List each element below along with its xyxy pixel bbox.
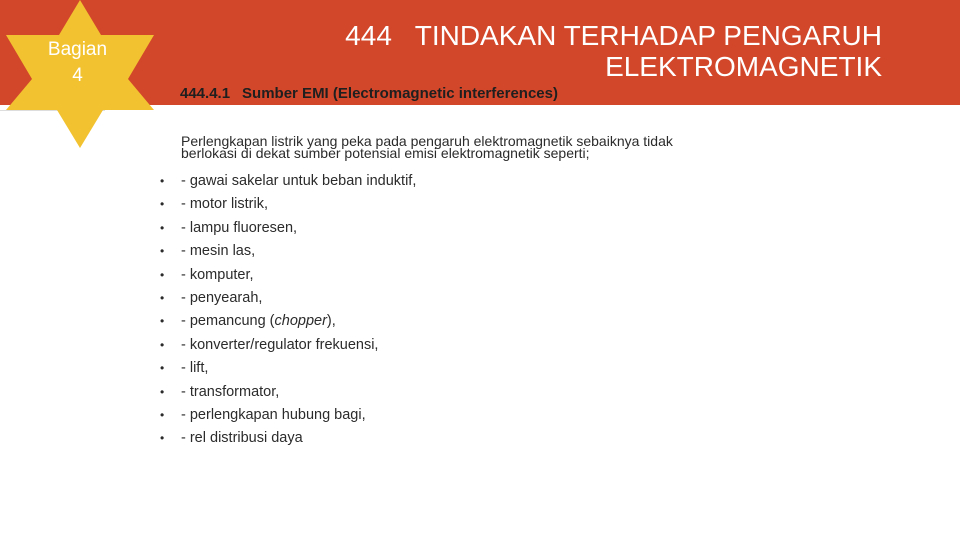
list-item: [160, 334, 416, 357]
list-item-text: - lift,: [181, 360, 209, 377]
title-line-2: ELEKTROMAGNETIK: [605, 51, 882, 82]
list-item: [160, 240, 416, 263]
list-item: [160, 264, 416, 287]
section-badge: [0, 0, 160, 150]
bullet-icon: •: [160, 244, 165, 259]
list-item-text: - komputer,: [181, 266, 254, 283]
intro-paragraph: [181, 135, 781, 159]
bullet-icon: •: [160, 197, 165, 212]
bullet-icon: •: [160, 220, 165, 235]
list-item-text: - rel distribusi daya: [181, 430, 303, 447]
list-item: [160, 287, 416, 310]
bullet-icon: •: [160, 290, 165, 305]
bullet-icon: •: [160, 431, 165, 446]
list-item-text: - lampu fluoresen,: [181, 219, 298, 236]
intro-line-1: Perlengkapan listrik yang peka pada pengaruh elektromagnetik sebaiknya tidak: [181, 133, 673, 149]
list-item-text: - konverter/regulator frekuensi,: [181, 336, 379, 353]
list-item: [160, 404, 416, 427]
bullet-icon: •: [160, 407, 165, 422]
bullet-icon: •: [160, 174, 165, 188]
list-item: [160, 310, 416, 333]
badge-number: 4: [72, 65, 83, 86]
bullet-icon: •: [160, 384, 165, 399]
list-item-text: - transformator,: [181, 383, 280, 400]
list-item-text: [181, 313, 336, 329]
list-item-text: - gawai sakelar untuk beban induktif,: [181, 173, 417, 189]
list-item: [160, 170, 416, 193]
list-item: [160, 357, 416, 380]
list-item-text-italic: chopper: [274, 313, 327, 330]
bullet-icon: •: [160, 361, 165, 376]
list-item-text: - motor listrik,: [181, 196, 268, 213]
badge-label: Bagian: [47, 39, 108, 60]
title-line-1: 444 TINDAKAN TERHADAP PENGARUH: [345, 20, 882, 51]
list-item: [160, 193, 416, 216]
list-item-text-start: - pemancung (: [181, 313, 275, 330]
section-subtitle: [180, 85, 558, 102]
page-title: [242, 20, 882, 82]
list-item: [160, 381, 416, 404]
list-item-text: - penyearah,: [181, 289, 263, 306]
bullet-icon: •: [160, 337, 165, 352]
subtitle-text: Sumber EMI (Electromagnetic interferences): [242, 85, 558, 102]
list-item: [160, 217, 416, 240]
emission-source-list: [160, 170, 416, 451]
intro-line-2: berlokasi di dekat sumber potensial emisi elektromagnetik seperti;: [181, 145, 590, 161]
bullet-icon: •: [160, 267, 165, 282]
subtitle-number: 444.4.1: [180, 85, 231, 102]
list-item-text: - mesin las,: [181, 243, 256, 260]
list-item-text-end: ),: [326, 313, 336, 330]
bullet-icon: •: [160, 314, 165, 329]
list-item: [160, 427, 416, 450]
list-item-text: - perlengkapan hubung bagi,: [181, 406, 366, 423]
